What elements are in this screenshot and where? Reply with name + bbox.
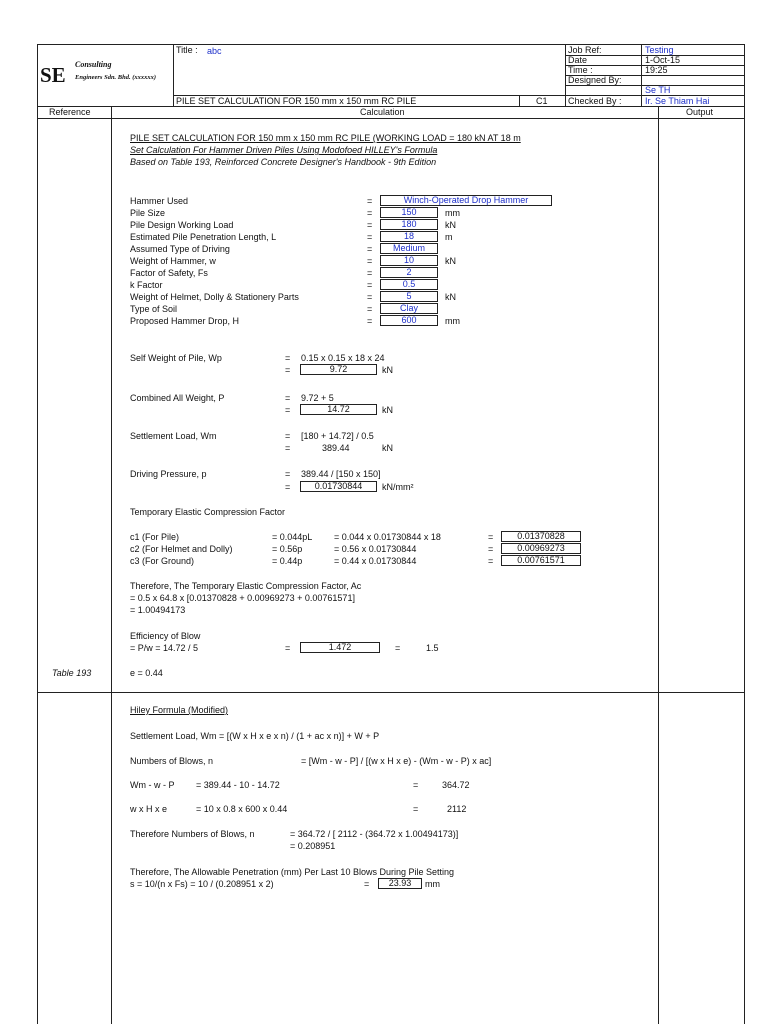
input-label-driving-type: Assumed Type of Driving — [130, 244, 230, 254]
input-unit-working-load: kN — [445, 220, 456, 230]
column-header-reference: Reference — [49, 107, 91, 117]
c3-formula: = 0.44p — [272, 556, 303, 566]
driving-pressure-result: 0.01730844 — [300, 481, 377, 492]
equals-sign: = — [488, 532, 494, 542]
combined-weight-unit: kN — [382, 405, 393, 415]
combined-weight-expr: 9.72 + 5 — [301, 393, 334, 403]
equals-sign: = — [285, 365, 291, 375]
wm-w-p-result: 364.72 — [442, 780, 470, 790]
wxhxe-expr: = 10 x 0.8 x 600 x 0.44 — [196, 804, 288, 814]
company-name-line2: Engineers Sdn. Bhd. (xxxxxx) — [75, 74, 157, 81]
self-weight-result: 9.72 — [300, 364, 377, 375]
input-value-driving-type: Medium — [380, 243, 438, 254]
frame-left-line — [37, 44, 38, 1024]
input-label-k-factor: k Factor — [130, 280, 163, 290]
equals-sign: = — [367, 232, 373, 242]
temp-compression-title: Temporary Elastic Compression Factor — [130, 507, 286, 517]
job-ref-value: Testing — [645, 45, 674, 55]
company-name-line1: Consulting — [75, 60, 112, 69]
equals-sign: = — [367, 256, 373, 266]
driving-pressure-unit: kN/mm² — [382, 482, 414, 492]
calc-number: C1 — [536, 96, 548, 106]
combined-weight-result: 14.72 — [300, 404, 377, 415]
c1-formula: = 0.044pL — [272, 532, 313, 542]
designed-by-label: Designed By: — [568, 75, 622, 85]
settlement-load-unit: kN — [382, 443, 393, 453]
input-value-working-load: 180 — [380, 219, 438, 230]
column-header-calculation: Calculation — [360, 107, 405, 117]
input-unit-hammer-drop: mm — [445, 316, 460, 326]
c1-expr: = 0.044 x 0.01730844 x 18 — [334, 532, 441, 542]
blows-expr: = 364.72 / [ 2112 - (364.72 x 1.00494173)] — [290, 829, 459, 839]
equals-sign: = — [488, 556, 494, 566]
equals-sign: = — [413, 780, 419, 790]
efficiency-rounded: 1.5 — [426, 643, 439, 653]
efficiency-title: Efficiency of Blow — [130, 631, 201, 641]
input-label-working-load: Pile Design Working Load — [130, 220, 234, 230]
output-column-line — [658, 106, 659, 1024]
equals-sign: = — [367, 292, 373, 302]
equals-sign: = — [285, 431, 291, 441]
self-weight-unit: kN — [382, 365, 393, 375]
equals-sign: = — [367, 304, 373, 314]
input-unit-hammer-weight: kN — [445, 256, 456, 266]
ac-result: = 1.00494173 — [130, 605, 186, 615]
input-value-helmet-weight: 5 — [380, 291, 438, 302]
settlement-load-label: Settlement Load, Wm — [130, 431, 217, 441]
equals-sign: = — [285, 469, 291, 479]
c3-result: 0.00761571 — [501, 555, 581, 566]
allowable-penetration-text: Therefore, The Allowable Penetration (mm) Per Last 10 Blows During Pile Setting — [130, 867, 454, 877]
wxhxe-result: 2112 — [447, 804, 467, 814]
calc-no-divider — [519, 95, 520, 106]
input-unit-helmet-weight: kN — [445, 292, 456, 302]
input-value-penetration-length: 18 — [380, 231, 438, 242]
input-value-hammer: Winch-Operated Drop Hammer — [380, 195, 552, 206]
input-label-hammer: Hammer Used — [130, 196, 189, 206]
ac-expression: = 0.5 x 64.8 x [0.01370828 + 0.00969273 + 0.00761571] — [130, 593, 355, 603]
settlement-load-result: 389.44 — [322, 443, 350, 453]
equals-sign: = — [367, 220, 373, 230]
reference-table-193: Table 193 — [52, 668, 92, 678]
frame-top-line — [37, 44, 745, 45]
equals-sign: = — [367, 244, 373, 254]
input-label-hammer-drop: Proposed Hammer Drop, H — [130, 316, 240, 326]
c2-label: c2 (For Helmet and Dolly) — [130, 544, 233, 554]
equals-sign: = — [285, 643, 291, 653]
settlement-load-expr: [180 + 14.72] / 0.5 — [301, 431, 374, 441]
equals-sign: = — [285, 443, 291, 453]
input-value-soil-type: Clay — [380, 303, 438, 314]
equals-sign: = — [367, 316, 373, 326]
equals-sign: = — [285, 482, 291, 492]
blows-result: = 0.208951 — [290, 841, 336, 851]
date-label: Date — [568, 55, 588, 65]
c1-result: 0.01370828 — [501, 531, 581, 542]
input-label-penetration-length: Estimated Pile Penetration Length, L — [130, 232, 277, 242]
c2-result: 0.00969273 — [501, 543, 581, 554]
equals-sign: = — [285, 353, 291, 363]
input-value-hammer-weight: 10 — [380, 255, 438, 266]
driving-pressure-label: Driving Pressure, p — [130, 469, 207, 479]
equals-sign: = — [285, 405, 291, 415]
equals-sign: = — [367, 268, 373, 278]
input-label-pile-size: Pile Size — [130, 208, 166, 218]
logo-divider-line — [173, 44, 174, 106]
title-label: Title : — [176, 45, 198, 55]
date-value: 1-Oct-15 — [645, 55, 681, 65]
input-label-soil-type: Type of Soil — [130, 304, 178, 314]
penetration-expr: s = 10/(n x Fs) = 10 / (0.208951 x 2) — [130, 879, 274, 889]
therefore-ac-text: Therefore, The Temporary Elastic Compression Factor, Ac — [130, 581, 362, 591]
therefore-blows-label: Therefore Numbers of Blows, n — [130, 829, 255, 839]
checked-by-label: Checked By : — [568, 96, 622, 106]
wxhxe-label: w x H x e — [130, 804, 168, 814]
efficiency-expr: = P/w = 14.72 / 5 — [130, 643, 199, 653]
wm-w-p-label: Wm - w - P — [130, 780, 175, 790]
wm-w-p-expr: = 389.44 - 10 - 14.72 — [196, 780, 280, 790]
time-value: 19:25 — [645, 65, 668, 75]
section-divider-line — [37, 692, 745, 693]
equals-sign: = — [367, 208, 373, 218]
company-logo: SE — [40, 63, 66, 87]
equals-sign: = — [285, 393, 291, 403]
efficiency-result: 1.472 — [300, 642, 380, 653]
input-label-safety-factor: Factor of Safety, Fs — [130, 268, 208, 278]
c1-label: c1 (For Pile) — [130, 532, 180, 542]
designed-by-value: Se TH — [645, 85, 671, 95]
input-unit-pile-size: mm — [445, 208, 460, 218]
input-value-hammer-drop: 600 — [380, 315, 438, 326]
time-label: Time : — [568, 65, 593, 75]
blows-formula: = [Wm - w - P] / [(w x H x e) - (Wm - w - P) x ac] — [301, 756, 492, 766]
driving-pressure-expr: 389.44 / [150 x 150] — [301, 469, 381, 479]
subject-title: PILE SET CALCULATION FOR 150 mm x 150 mm RC PILE — [176, 96, 417, 106]
c2-formula: = 0.56p — [272, 544, 303, 554]
input-value-safety-factor: 2 — [380, 267, 438, 278]
equals-sign: = — [413, 804, 419, 814]
column-header-output: Output — [686, 107, 714, 117]
equals-sign: = — [364, 879, 370, 889]
self-weight-expr: 0.15 x 0.15 x 18 x 24 — [301, 353, 385, 363]
section-heading: PILE SET CALCULATION FOR 150 mm x 150 mm RC PILE (WORKING LOAD = 180 kN AT 18 m — [130, 133, 521, 143]
penetration-unit: mm — [425, 879, 440, 889]
equals-sign: = — [395, 643, 401, 653]
combined-weight-label: Combined All Weight, P — [130, 393, 225, 403]
hiley-formula-title: Hiley Formula (Modified) — [130, 705, 229, 715]
frame-right-line — [744, 44, 745, 1024]
job-ref-label: Job Ref: — [568, 45, 602, 55]
based-on-note: Based on Table 193, Reinforced Concrete Designer's Handbook - 9th Edition — [130, 157, 437, 167]
self-weight-label: Self Weight of Pile, Wp — [130, 353, 222, 363]
input-label-hammer-weight: Weight of Hammer, w — [130, 256, 216, 266]
input-label-helmet-weight: Weight of Helmet, Dolly & Stationery Parts — [130, 292, 299, 302]
equals-sign: = — [367, 280, 373, 290]
equals-sign: = — [367, 196, 373, 206]
section-subheading: Set Calculation For Hammer Driven Piles Using Modofoed HILLEY's Formula — [130, 145, 438, 155]
hiley-settlement-line: Settlement Load, Wm = [(W x H x e x n) / (1 + ac x n)] + W + P — [130, 731, 380, 741]
column-header-divider — [37, 118, 745, 119]
checked-by-value: Ir. Se Thiam Hai — [645, 96, 710, 106]
c3-label: c3 (For Ground) — [130, 556, 195, 566]
input-unit-penetration-length: m — [445, 232, 453, 242]
reference-column-line — [111, 106, 112, 1024]
e-value-line: e = 0.44 — [130, 668, 163, 678]
input-value-pile-size: 150 — [380, 207, 438, 218]
c3-expr: = 0.44 x 0.01730844 — [334, 556, 417, 566]
blows-label: Numbers of Blows, n — [130, 756, 214, 766]
title-value: abc — [207, 46, 222, 56]
equals-sign: = — [488, 544, 494, 554]
penetration-result: 23.93 — [378, 878, 422, 889]
c2-expr: = 0.56 x 0.01730844 — [334, 544, 417, 554]
input-value-k-factor: 0.5 — [380, 279, 438, 290]
